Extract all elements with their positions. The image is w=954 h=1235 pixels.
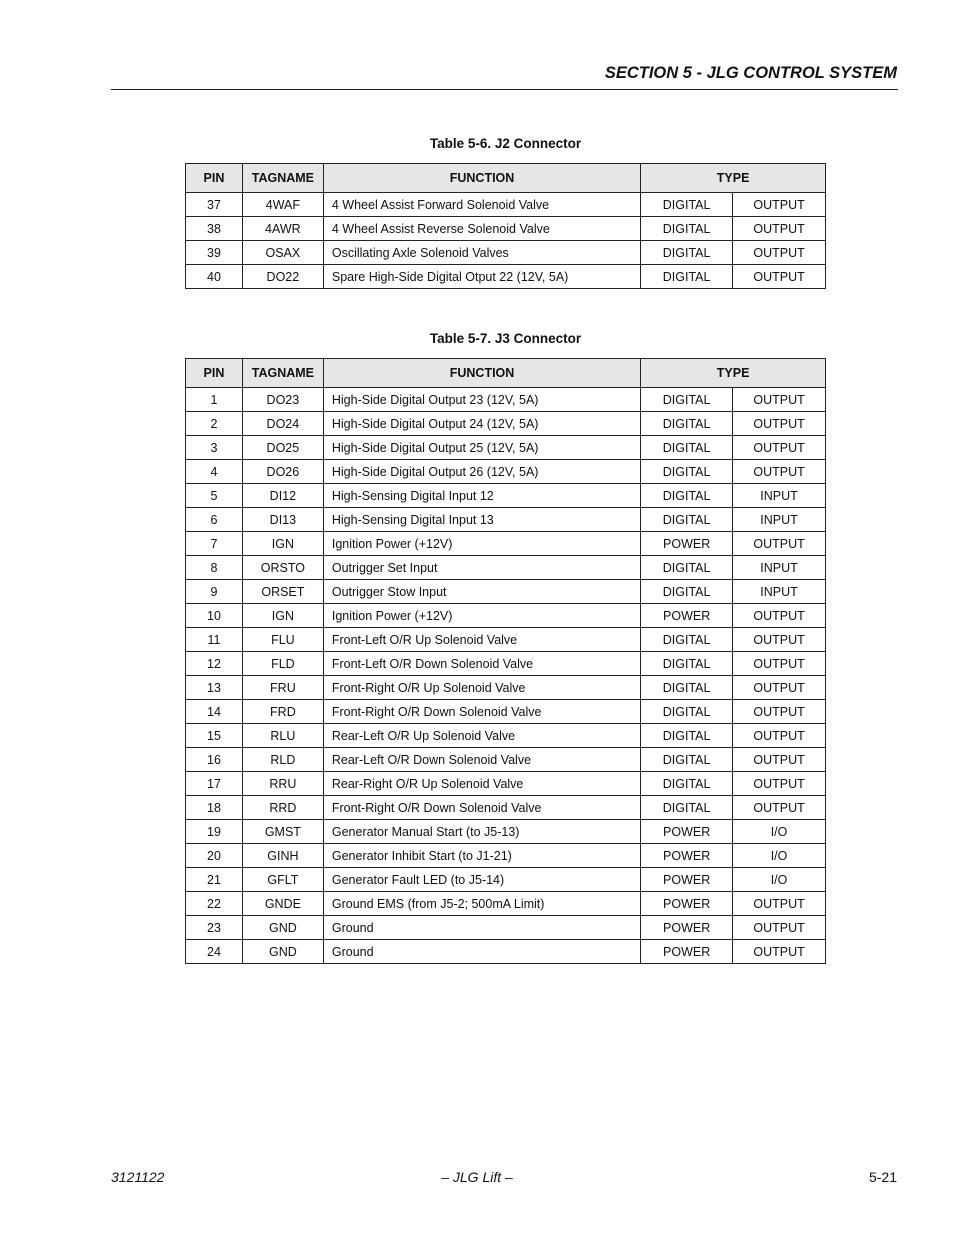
cell-pin: 14 <box>186 700 243 724</box>
table-row <box>186 916 826 940</box>
cell-tagname: RLU <box>242 724 323 748</box>
cell-tagname: DI12 <box>242 484 323 508</box>
table-row <box>186 772 826 796</box>
cell-pin: 7 <box>186 532 243 556</box>
cell-tagname: IGN <box>242 532 323 556</box>
cell-function: Outrigger Stow Input <box>323 580 640 604</box>
col-header-type: TYPE <box>641 164 826 193</box>
cell-pin: 12 <box>186 652 243 676</box>
cell-direction: OUTPUT <box>733 436 826 460</box>
table-header-row <box>186 164 826 193</box>
cell-pin: 38 <box>186 217 243 241</box>
cell-function: Front-Right O/R Down Solenoid Valve <box>323 796 640 820</box>
cell-direction: OUTPUT <box>733 628 826 652</box>
table-row <box>186 748 826 772</box>
col-header-function: FUNCTION <box>323 164 640 193</box>
cell-signal-type: POWER <box>641 844 733 868</box>
cell-direction: I/O <box>733 868 826 892</box>
cell-signal-type: DIGITAL <box>641 484 733 508</box>
table-row <box>186 844 826 868</box>
table-row <box>186 532 826 556</box>
table-j2-title: Table 5-6. J2 Connector <box>429 136 582 151</box>
cell-direction: OUTPUT <box>733 748 826 772</box>
cell-direction: I/O <box>733 844 826 868</box>
cell-pin: 39 <box>186 241 243 265</box>
cell-signal-type: DIGITAL <box>641 217 733 241</box>
cell-pin: 20 <box>186 844 243 868</box>
table-row <box>186 241 826 265</box>
cell-pin: 2 <box>186 412 243 436</box>
cell-direction: INPUT <box>733 508 826 532</box>
cell-pin: 17 <box>186 772 243 796</box>
cell-direction: OUTPUT <box>733 652 826 676</box>
table-row <box>186 193 826 217</box>
cell-pin: 23 <box>186 916 243 940</box>
cell-tagname: DO26 <box>242 460 323 484</box>
header-rule <box>111 89 898 90</box>
cell-signal-type: DIGITAL <box>641 388 733 412</box>
table-row <box>186 436 826 460</box>
col-header-type: TYPE <box>641 359 826 388</box>
table-row <box>186 652 826 676</box>
cell-tagname: GFLT <box>242 868 323 892</box>
cell-pin: 11 <box>186 628 243 652</box>
cell-function: Generator Inhibit Start (to J1-21) <box>323 844 640 868</box>
cell-tagname: DI13 <box>242 508 323 532</box>
cell-signal-type: POWER <box>641 940 733 964</box>
cell-pin: 9 <box>186 580 243 604</box>
cell-signal-type: DIGITAL <box>641 700 733 724</box>
cell-signal-type: POWER <box>641 604 733 628</box>
cell-direction: INPUT <box>733 580 826 604</box>
col-header-tagname: TAGNAME <box>242 164 323 193</box>
col-header-function: FUNCTION <box>323 359 640 388</box>
cell-function: High-Side Digital Output 23 (12V, 5A) <box>323 388 640 412</box>
col-header-pin: PIN <box>186 359 243 388</box>
cell-tagname: 4WAF <box>242 193 323 217</box>
cell-pin: 24 <box>186 940 243 964</box>
cell-direction: OUTPUT <box>733 724 826 748</box>
cell-signal-type: DIGITAL <box>641 412 733 436</box>
cell-pin: 19 <box>186 820 243 844</box>
cell-direction: OUTPUT <box>733 892 826 916</box>
cell-direction: INPUT <box>733 484 826 508</box>
table-row <box>186 724 826 748</box>
cell-tagname: FRD <box>242 700 323 724</box>
cell-direction: OUTPUT <box>733 217 826 241</box>
cell-signal-type: DIGITAL <box>641 193 733 217</box>
cell-pin: 13 <box>186 676 243 700</box>
cell-direction: OUTPUT <box>733 241 826 265</box>
cell-tagname: 4AWR <box>242 217 323 241</box>
cell-signal-type: POWER <box>641 892 733 916</box>
cell-function: Front-Left O/R Up Solenoid Valve <box>323 628 640 652</box>
cell-direction: OUTPUT <box>733 193 826 217</box>
table-header-row <box>186 359 826 388</box>
table-row <box>186 556 826 580</box>
cell-direction: OUTPUT <box>733 796 826 820</box>
footer-page-number: 5-21 <box>868 1169 897 1185</box>
cell-tagname: FRU <box>242 676 323 700</box>
cell-signal-type: POWER <box>641 916 733 940</box>
table-row <box>186 484 826 508</box>
cell-tagname: RLD <box>242 748 323 772</box>
cell-signal-type: POWER <box>641 820 733 844</box>
table-row <box>186 388 826 412</box>
cell-pin: 21 <box>186 868 243 892</box>
table-row <box>186 217 826 241</box>
table-row <box>186 628 826 652</box>
cell-signal-type: DIGITAL <box>641 628 733 652</box>
cell-signal-type: DIGITAL <box>641 265 733 289</box>
cell-pin: 40 <box>186 265 243 289</box>
cell-tagname: GMST <box>242 820 323 844</box>
cell-function: Generator Fault LED (to J5-14) <box>323 868 640 892</box>
cell-pin: 16 <box>186 748 243 772</box>
table-row <box>186 940 826 964</box>
cell-pin: 5 <box>186 484 243 508</box>
cell-pin: 15 <box>186 724 243 748</box>
cell-direction: OUTPUT <box>733 412 826 436</box>
cell-pin: 6 <box>186 508 243 532</box>
cell-pin: 18 <box>186 796 243 820</box>
cell-function: High-Sensing Digital Input 12 <box>323 484 640 508</box>
cell-function: Front-Left O/R Down Solenoid Valve <box>323 652 640 676</box>
cell-function: Ground <box>323 916 640 940</box>
cell-tagname: OSAX <box>242 241 323 265</box>
cell-direction: OUTPUT <box>733 604 826 628</box>
cell-tagname: ORSTO <box>242 556 323 580</box>
cell-direction: OUTPUT <box>733 532 826 556</box>
cell-tagname: GNDE <box>242 892 323 916</box>
table-row <box>186 676 826 700</box>
cell-signal-type: DIGITAL <box>641 652 733 676</box>
cell-direction: INPUT <box>733 556 826 580</box>
cell-function: Generator Manual Start (to J5-13) <box>323 820 640 844</box>
cell-direction: OUTPUT <box>733 460 826 484</box>
cell-pin: 10 <box>186 604 243 628</box>
table-row <box>186 868 826 892</box>
cell-tagname: FLD <box>242 652 323 676</box>
table-j3 <box>185 358 826 964</box>
cell-function: Ignition Power (+12V) <box>323 604 640 628</box>
cell-direction: OUTPUT <box>733 265 826 289</box>
table-row <box>186 796 826 820</box>
cell-function: Ignition Power (+12V) <box>323 532 640 556</box>
cell-function: 4 Wheel Assist Forward Solenoid Valve <box>323 193 640 217</box>
cell-direction: OUTPUT <box>733 772 826 796</box>
table-j3-title: Table 5-7. J3 Connector <box>429 331 582 346</box>
cell-tagname: GND <box>242 916 323 940</box>
cell-signal-type: DIGITAL <box>641 724 733 748</box>
cell-pin: 1 <box>186 388 243 412</box>
table-row <box>186 508 826 532</box>
cell-signal-type: DIGITAL <box>641 796 733 820</box>
col-header-pin: PIN <box>186 164 243 193</box>
cell-function: Front-Right O/R Down Solenoid Valve <box>323 700 640 724</box>
table-row <box>186 580 826 604</box>
cell-function: Rear-Left O/R Down Solenoid Valve <box>323 748 640 772</box>
cell-tagname: RRU <box>242 772 323 796</box>
cell-tagname: DO23 <box>242 388 323 412</box>
cell-direction: OUTPUT <box>733 700 826 724</box>
cell-signal-type: DIGITAL <box>641 460 733 484</box>
cell-function: Oscillating Axle Solenoid Valves <box>323 241 640 265</box>
table-row <box>186 265 826 289</box>
table-row <box>186 412 826 436</box>
cell-function: Front-Right O/R Up Solenoid Valve <box>323 676 640 700</box>
col-header-tagname: TAGNAME <box>242 359 323 388</box>
cell-function: High-Side Digital Output 24 (12V, 5A) <box>323 412 640 436</box>
footer-doc-number: 3121122 <box>111 1169 165 1185</box>
cell-tagname: IGN <box>242 604 323 628</box>
cell-tagname: GND <box>242 940 323 964</box>
cell-function: Rear-Left O/R Up Solenoid Valve <box>323 724 640 748</box>
cell-signal-type: POWER <box>641 868 733 892</box>
table-row <box>186 604 826 628</box>
cell-signal-type: DIGITAL <box>641 772 733 796</box>
cell-function: Ground <box>323 940 640 964</box>
cell-function: Ground EMS (from J5-2; 500mA Limit) <box>323 892 640 916</box>
cell-tagname: FLU <box>242 628 323 652</box>
cell-tagname: ORSET <box>242 580 323 604</box>
table-j2 <box>185 163 826 289</box>
cell-signal-type: DIGITAL <box>641 508 733 532</box>
cell-pin: 3 <box>186 436 243 460</box>
cell-tagname: RRD <box>242 796 323 820</box>
section-header: SECTION 5 - JLG CONTROL SYSTEM <box>604 64 897 82</box>
cell-function: Spare High-Side Digital Otput 22 (12V, 5A) <box>323 265 640 289</box>
table-row <box>186 460 826 484</box>
table-row <box>186 820 826 844</box>
cell-pin: 4 <box>186 460 243 484</box>
table-row <box>186 700 826 724</box>
cell-function: 4 Wheel Assist Reverse Solenoid Valve <box>323 217 640 241</box>
cell-tagname: DO25 <box>242 436 323 460</box>
cell-direction: OUTPUT <box>733 388 826 412</box>
cell-signal-type: DIGITAL <box>641 580 733 604</box>
footer-brand: – JLG Lift – <box>441 1169 513 1185</box>
cell-pin: 37 <box>186 193 243 217</box>
cell-signal-type: DIGITAL <box>641 241 733 265</box>
cell-tagname: GINH <box>242 844 323 868</box>
cell-tagname: DO24 <box>242 412 323 436</box>
cell-direction: OUTPUT <box>733 940 826 964</box>
cell-function: High-Side Digital Output 25 (12V, 5A) <box>323 436 640 460</box>
cell-direction: OUTPUT <box>733 916 826 940</box>
cell-signal-type: POWER <box>641 532 733 556</box>
cell-direction: OUTPUT <box>733 676 826 700</box>
table-row <box>186 892 826 916</box>
cell-signal-type: DIGITAL <box>641 436 733 460</box>
cell-function: Outrigger Set Input <box>323 556 640 580</box>
cell-signal-type: DIGITAL <box>641 748 733 772</box>
cell-pin: 22 <box>186 892 243 916</box>
cell-function: High-Side Digital Output 26 (12V, 5A) <box>323 460 640 484</box>
cell-function: High-Sensing Digital Input 13 <box>323 508 640 532</box>
cell-tagname: DO22 <box>242 265 323 289</box>
cell-direction: I/O <box>733 820 826 844</box>
cell-signal-type: DIGITAL <box>641 556 733 580</box>
cell-function: Rear-Right O/R Up Solenoid Valve <box>323 772 640 796</box>
cell-signal-type: DIGITAL <box>641 676 733 700</box>
cell-pin: 8 <box>186 556 243 580</box>
